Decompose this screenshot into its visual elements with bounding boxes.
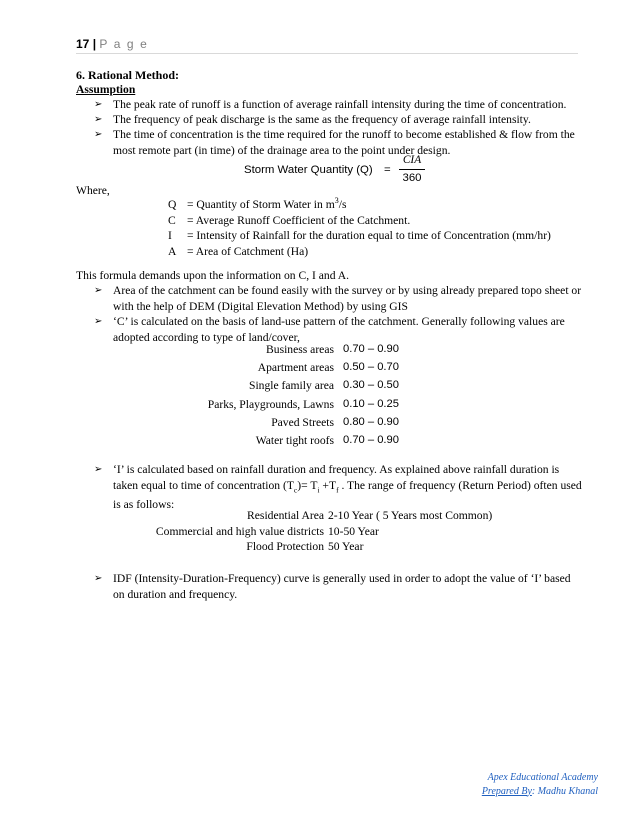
variable-symbol: I [168,229,172,242]
variable-definition: = Average Runoff Coefficient of the Catchment. [187,213,411,227]
arrow-bullet-icon: ➢ [94,464,103,475]
land-use-type: Paved Streets [271,415,334,429]
author-name: : Madhu Khanal [531,785,598,797]
where-label: Where, [76,184,110,197]
coefficient-range: 0.70 – 0.90 [343,433,399,446]
land-use-type: Single family area [249,379,334,393]
arrow-bullet-icon: ➢ [94,99,103,110]
formula-denominator: 360 [402,172,422,184]
land-use-type: Apartment areas [257,361,334,375]
page-word: P a g e [99,37,149,51]
variable-symbol: Q [168,198,177,211]
intensity-text: ‘I’ is calculated based on rainfall duration and frequency. As explained above rainfall duration is taken equal to time of concentration $(T_c)= T_i +T_f$ . The range of frequency (Return Period) often used is as follows: [113,463,582,512]
arrow-bullet-icon: ➢ [94,129,103,140]
variable-definition: = Quantity of Storm Water in $m^3/s$ [187,196,347,211]
district-type: Flood Protection [246,540,324,554]
land-use-type: Business areas [266,343,334,356]
district-type: Residential Area [247,509,324,522]
coefficient-range: 0.10 – 0.25 [343,397,399,410]
variable-symbol: C [168,213,176,227]
rational-formula [244,153,444,185]
header-rule [76,53,578,54]
table-row [100,524,540,540]
assumption-heading: Assumption [76,83,136,96]
land-use-type: Water tight roofs [255,433,334,447]
coefficient-range: 0.80 – 0.90 [343,415,399,428]
table-row [150,360,450,378]
coefficient-range: 0.70 – 0.90 [343,343,399,355]
arrow-bullet-icon: ➢ [94,316,103,327]
formula-label: Storm Water Quantity (Q) [244,164,373,176]
arrow-bullet-icon: ➢ [94,573,103,584]
demand-text: This formula demands upon the information on C, I and A. [76,269,350,282]
return-period: 2-10 Year ( 5 Years most Common) [328,509,493,522]
variable-definition: = Area of Catchment (Ha) [187,244,309,258]
page-header [76,37,148,53]
table-row [150,415,450,433]
runoff-coefficient-table [150,342,450,451]
district-type: Commercial and high value districts [155,524,324,538]
variable-definition: = Intensity of Rainfall for the duration equal to time of Concentration (mm/hr) [187,229,551,242]
land-use-type: Parks, Playgrounds, Lawns [207,397,334,411]
coefficient-range: 0.50 – 0.70 [343,361,399,374]
table-row [100,508,540,524]
table-row [150,378,450,396]
variable-symbol: A [168,244,177,258]
table-row [150,397,450,415]
formula-numerator: CIA [402,154,422,166]
footer-academy: Apex Educational Academy [487,772,598,783]
page-footer [482,771,598,798]
formula-equals: = [384,164,391,176]
document-page: 17 | P a g e 6. Rational Method: Assumption ➢ The peak rate of runoff is a function of average rainfall intensity during the time of concentration. ➢ The frequency of peak discharge is the same as the frequency of average rainfall intensity. ➢ The time of concentration is the time required for the runoff to become established & flow from the most remote part (in time) of the drainage area to the point under design. Storm Water Quantity (Q) = CIA 360 Where, Q = Quantity of Storm Water in $m^3/s$ C = Average Runoff Coefficient of the Catchment. I = Intensity of Rainfall for the duration equal to time of Concentration (mm/hr) A = Area of Catchment (Ha) This formula demands upon the information on C, I and A. ➢ Area of the catchment can be found easily with the survey or by using already prepared topo sheet or with the help of DEM (Digital Elevation Method) by using GIS ➢ ‘C’ is calculated on the basis of land-use pattern of the catchment. Generally following values are adopted according to type of land/cover, Business areas 0.70 – 0.90 Apartment areas 0.50 – 0.70 Single family area 0.30 – 0.50 Parks, Playgrounds, Lawns 0.10 – 0.25 Paved Streets 0.80 – 0.90 Water tight roofs 0.70 – 0.90 ➢ ‘I’ is calculated based on rainfall duration and frequency. As explained above rainfall duration is taken equal to time of concentration $(T_c)= T_i +T_f$ . The range of frequency (Return Period) often used is as follows: Residential Area 2-10 Year ( 5 Years most Common) Commercial and high value districts 10-50 Year Flood Protection 50 Year ➢ IDF (Intensity-Duration-Frequency) curve is generally used in order to adopt the value of ‘I’ based on duration and frequency. Apex Educational Academy Prepared By: Madhu Khanal [76,37,598,797]
coefficient-range: 0.30 – 0.50 [343,379,399,392]
header-separator: | [89,37,100,51]
return-period: 10-50 Year [328,524,379,538]
fraction-bar [399,169,425,170]
prepared-by-label: Prepared By [481,785,532,797]
arrow-bullet-icon: ➢ [94,285,103,296]
return-period-table [100,508,540,555]
return-period: 50 Year [328,540,364,554]
page-number: 17 [76,37,90,51]
table-row [150,342,450,360]
section-title: 6. Rational Method: [76,68,179,82]
footer-prepared-by [482,785,598,799]
arrow-bullet-icon: ➢ [94,114,103,125]
table-row [150,433,450,451]
table-row [100,539,540,555]
